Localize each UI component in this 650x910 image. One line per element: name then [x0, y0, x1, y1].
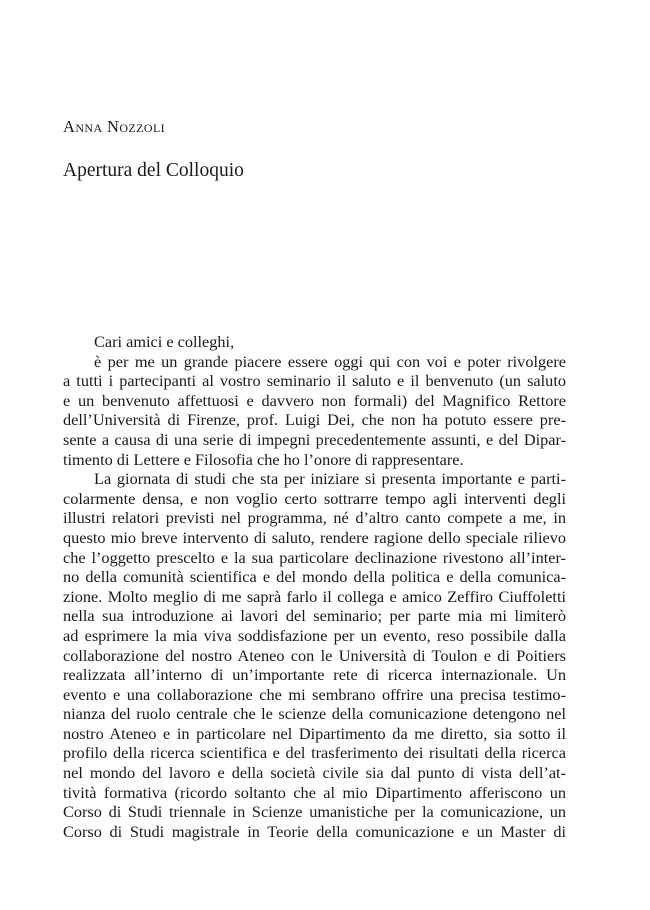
text-line: a tutti i partecipanti al vostro seminario il saluto e il benvenuto (un saluto [63, 371, 566, 391]
text-line: realizzata all’interno di un’importante rete di ricerca internazionale. Un [63, 665, 566, 685]
text-line: timento di Lettere e Filosofia che ho l’onore di rappresentare. [63, 449, 464, 469]
text-line: illustri relatori previsti nel programma, né d’altro canto compete a me, in [63, 508, 566, 528]
text-line: sente a causa di una serie di impegni precedentemente assunti, e del Dipar- [63, 429, 566, 449]
text-line: che l’oggetto prescelto e la sua particolare declinazione rivestono all’inter- [63, 547, 566, 567]
text-line: evento e una collaborazione che mi sembrano offrire una precisa testimo- [63, 684, 566, 704]
text-line: ad esprimere la mia viva soddisfazione per un evento, reso possibile dalla [63, 625, 566, 645]
text-line: profilo della ricerca scientifica e del trasferimento dei risultati della ricerca [63, 743, 566, 763]
text-line: nella sua introduzione ai lavori del seminario; per parte mia mi limiterò [63, 606, 566, 626]
text-line: nostro Ateneo e in particolare nel Dipartimento da me diretto, sia sotto il [63, 723, 566, 743]
text-line: La giornata di studi che sta per iniziare si presenta importante e parti- [94, 469, 566, 489]
text-line: nianza del ruolo centrale che le scienze della comunicazione detengono nel [63, 704, 566, 724]
text-line: nel mondo del lavoro e della società civile sia dal punto di vista dell’at- [63, 763, 566, 783]
body-text [63, 332, 566, 841]
text-line: dell’Università di Firenze, prof. Luigi Dei, che non ha potuto essere pre- [63, 410, 566, 430]
text-line: zione. Molto meglio di me saprà farlo il collega e amico Zeffiro Ciuffoletti [63, 586, 566, 606]
text-line: questo mio breve intervento di saluto, rendere ragione dello speciale rilievo [63, 527, 566, 547]
text-line: Corso di Studi triennale in Scienze umanistiche per la comunicazione, un [63, 802, 566, 822]
text-line: collaborazione del nostro Ateneo con le Università di Toulon e di Poitiers [63, 645, 566, 665]
chapter-title: Apertura del Colloquio [63, 160, 244, 181]
text-line: e un benvenuto affettuosi e davvero non formali) del Magnifico Rettore [63, 390, 566, 410]
text-line: no della comunità scientifica e del mondo della politica e della comunica- [63, 567, 566, 587]
text-line: è per me un grande piacere essere oggi qui con voi e poter rivolgere [94, 351, 566, 371]
text-line: colarmente densa, e non voglio certo sottrarre tempo agli interventi degli [63, 488, 566, 508]
text-line: Corso di Studi magistrale in Teorie della comunicazione e un Master di [63, 821, 566, 841]
text-line: Cari amici e colleghi, [94, 332, 235, 351]
text-line: tività formativa (ricordo soltanto che al mio Dipartimento afferiscono un [63, 782, 566, 802]
author-name: Anna Nozzoli [63, 117, 166, 136]
